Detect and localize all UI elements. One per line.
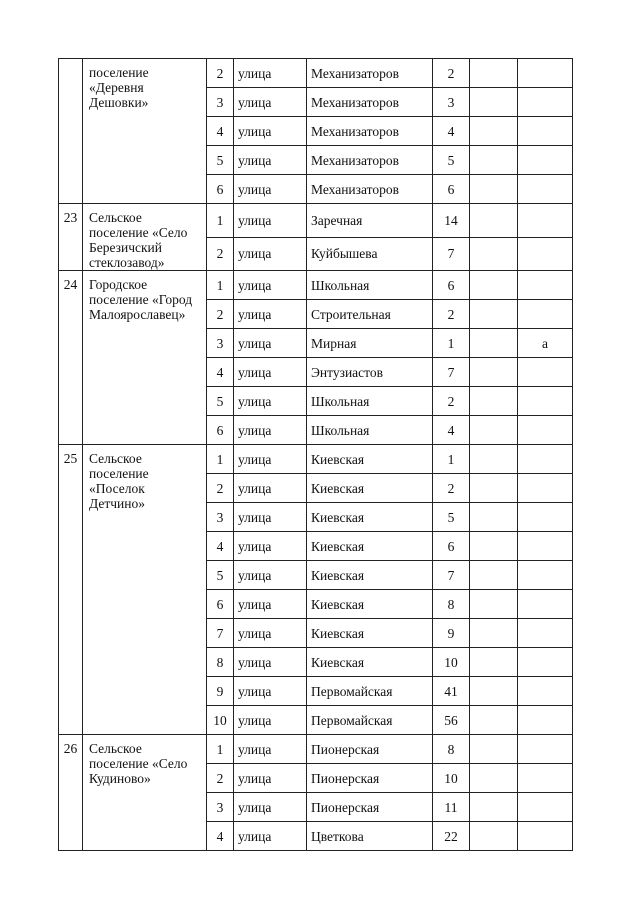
- group-number: [62, 59, 79, 65]
- empty-cell: [470, 204, 518, 238]
- house-letter: [518, 237, 573, 271]
- house-number: 1: [433, 445, 470, 474]
- settlement-name: Городское поселение «Город Малоярославец»: [89, 277, 193, 322]
- street-name: Механизаторов: [307, 59, 433, 88]
- table-row: [59, 271, 573, 300]
- empty-cell: [470, 677, 518, 706]
- row-index: 3: [207, 88, 234, 117]
- house-letter: [518, 735, 573, 764]
- street-type: улица: [234, 561, 307, 590]
- empty-cell: [470, 503, 518, 532]
- house-number: 6: [433, 175, 470, 204]
- house-letter: [518, 204, 573, 238]
- street-name: Куйбышева: [307, 237, 433, 271]
- settlement-cell: [83, 59, 207, 204]
- street-name: Мирная: [307, 329, 433, 358]
- street-type: улица: [234, 117, 307, 146]
- street-type: улица: [234, 793, 307, 822]
- house-letter: [518, 793, 573, 822]
- empty-cell: [470, 237, 518, 271]
- street-name: Киевская: [307, 648, 433, 677]
- empty-cell: [470, 146, 518, 175]
- row-index: 2: [207, 59, 234, 88]
- empty-cell: [470, 735, 518, 764]
- empty-cell: [470, 764, 518, 793]
- house-letter: [518, 358, 573, 387]
- house-letter: [518, 590, 573, 619]
- street-type: улица: [234, 619, 307, 648]
- house-number: 56: [433, 706, 470, 735]
- house-letter: [518, 764, 573, 793]
- house-letter: [518, 271, 573, 300]
- group-number: 25: [63, 451, 78, 466]
- house-number: 2: [433, 387, 470, 416]
- street-name: Механизаторов: [307, 117, 433, 146]
- empty-cell: [470, 329, 518, 358]
- house-number: 8: [433, 735, 470, 764]
- street-type: улица: [234, 677, 307, 706]
- house-letter: [518, 619, 573, 648]
- settlement-name: Сельское поселение «Село Кудиново»: [89, 741, 188, 786]
- row-index: 5: [207, 146, 234, 175]
- house-letter: [518, 146, 573, 175]
- street-type: улица: [234, 532, 307, 561]
- row-index: 3: [207, 329, 234, 358]
- street-type: улица: [234, 175, 307, 204]
- street-name: Пионерская: [307, 735, 433, 764]
- street-type: улица: [234, 822, 307, 851]
- street-name: Киевская: [307, 474, 433, 503]
- row-index: 2: [207, 237, 234, 271]
- street-name: Цветкова: [307, 822, 433, 851]
- house-number: 3: [433, 88, 470, 117]
- empty-cell: [470, 271, 518, 300]
- house-letter: [518, 175, 573, 204]
- row-index: 1: [207, 271, 234, 300]
- street-type: улица: [234, 88, 307, 117]
- house-letter: [518, 503, 573, 532]
- house-number: 8: [433, 590, 470, 619]
- street-type: улица: [234, 300, 307, 329]
- street-name: Пионерская: [307, 764, 433, 793]
- house-letter: [518, 822, 573, 851]
- street-name: Пионерская: [307, 793, 433, 822]
- row-index: 6: [207, 590, 234, 619]
- house-letter: [518, 474, 573, 503]
- row-index: 1: [207, 735, 234, 764]
- empty-cell: [470, 532, 518, 561]
- house-letter: [518, 387, 573, 416]
- settlement-cell: [83, 271, 207, 445]
- street-name: Механизаторов: [307, 175, 433, 204]
- row-index: 1: [207, 445, 234, 474]
- house-letter: [518, 300, 573, 329]
- settlement-cell: [83, 204, 207, 271]
- street-name: Первомайская: [307, 706, 433, 735]
- empty-cell: [470, 445, 518, 474]
- group-number: 24: [63, 277, 78, 292]
- street-type: улица: [234, 329, 307, 358]
- house-number: 9: [433, 619, 470, 648]
- street-type: улица: [234, 59, 307, 88]
- group-number-cell: [59, 271, 83, 445]
- house-number: 2: [433, 300, 470, 329]
- empty-cell: [470, 590, 518, 619]
- row-index: 5: [207, 561, 234, 590]
- row-index: 4: [207, 117, 234, 146]
- table-row: [59, 59, 573, 88]
- row-index: 2: [207, 474, 234, 503]
- empty-cell: [470, 117, 518, 146]
- empty-cell: [470, 300, 518, 329]
- settlement-name: поселение «Деревня Дешовки»: [89, 65, 149, 110]
- house-number: 10: [433, 764, 470, 793]
- house-number: 6: [433, 532, 470, 561]
- group-number: 23: [63, 210, 78, 225]
- row-index: 1: [207, 204, 234, 238]
- empty-cell: [470, 387, 518, 416]
- empty-cell: [470, 619, 518, 648]
- house-number: 6: [433, 271, 470, 300]
- house-letter: [518, 532, 573, 561]
- settlement-cell: [83, 445, 207, 735]
- house-letter: [518, 59, 573, 88]
- house-letter: [518, 677, 573, 706]
- street-type: улица: [234, 503, 307, 532]
- street-type: улица: [234, 204, 307, 238]
- row-index: 3: [207, 503, 234, 532]
- house-number: 2: [433, 59, 470, 88]
- group-number-cell: [59, 204, 83, 271]
- group-number-cell: [59, 59, 83, 204]
- street-name: Киевская: [307, 561, 433, 590]
- house-number: 11: [433, 793, 470, 822]
- house-number: 7: [433, 358, 470, 387]
- empty-cell: [470, 648, 518, 677]
- empty-cell: [470, 561, 518, 590]
- row-index: 2: [207, 764, 234, 793]
- street-type: улица: [234, 237, 307, 271]
- street-type: улица: [234, 706, 307, 735]
- settlement-name: Сельское поселение «Поселок Детчино»: [89, 451, 149, 511]
- house-letter: [518, 416, 573, 445]
- empty-cell: [470, 416, 518, 445]
- street-name: Школьная: [307, 416, 433, 445]
- house-letter: [518, 117, 573, 146]
- row-index: 4: [207, 532, 234, 561]
- group-number-cell: [59, 735, 83, 851]
- group-number-cell: [59, 445, 83, 735]
- street-type: улица: [234, 590, 307, 619]
- row-index: 7: [207, 619, 234, 648]
- table-row: [59, 204, 573, 238]
- street-type: улица: [234, 735, 307, 764]
- house-number: 22: [433, 822, 470, 851]
- settlement-name: Сельское поселение «Село Березичский стеклозавод»: [89, 210, 188, 270]
- house-number: 5: [433, 146, 470, 175]
- empty-cell: [470, 474, 518, 503]
- street-name: Киевская: [307, 445, 433, 474]
- empty-cell: [470, 358, 518, 387]
- table-row: [59, 445, 573, 474]
- street-name: Киевская: [307, 532, 433, 561]
- street-name: Первомайская: [307, 677, 433, 706]
- street-name: Механизаторов: [307, 146, 433, 175]
- street-name: Киевская: [307, 590, 433, 619]
- street-name: Строительная: [307, 300, 433, 329]
- street-name: Энтузиастов: [307, 358, 433, 387]
- street-type: улица: [234, 648, 307, 677]
- row-index: 9: [207, 677, 234, 706]
- row-index: 5: [207, 387, 234, 416]
- settlement-cell: [83, 735, 207, 851]
- table-row: [59, 735, 573, 764]
- street-type: улица: [234, 416, 307, 445]
- row-index: 10: [207, 706, 234, 735]
- street-name: Киевская: [307, 619, 433, 648]
- house-number: 4: [433, 416, 470, 445]
- row-index: 4: [207, 822, 234, 851]
- house-letter: [518, 648, 573, 677]
- street-name: Киевская: [307, 503, 433, 532]
- street-type: улица: [234, 271, 307, 300]
- street-name: Механизаторов: [307, 88, 433, 117]
- row-index: 3: [207, 793, 234, 822]
- house-number: 14: [433, 204, 470, 238]
- house-number: 10: [433, 648, 470, 677]
- house-number: 41: [433, 677, 470, 706]
- street-type: улица: [234, 445, 307, 474]
- row-index: 6: [207, 416, 234, 445]
- house-number: 7: [433, 237, 470, 271]
- empty-cell: [470, 706, 518, 735]
- house-letter: [518, 445, 573, 474]
- house-number: 5: [433, 503, 470, 532]
- house-number: 4: [433, 117, 470, 146]
- row-index: 6: [207, 175, 234, 204]
- address-table: [58, 58, 573, 851]
- street-type: улица: [234, 358, 307, 387]
- row-index: 8: [207, 648, 234, 677]
- group-number: 26: [63, 741, 78, 756]
- empty-cell: [470, 822, 518, 851]
- empty-cell: [470, 59, 518, 88]
- house-letter: [518, 88, 573, 117]
- empty-cell: [470, 175, 518, 204]
- street-name: Школьная: [307, 271, 433, 300]
- street-type: улица: [234, 474, 307, 503]
- house-letter: [518, 561, 573, 590]
- street-name: Заречная: [307, 204, 433, 238]
- street-name: Школьная: [307, 387, 433, 416]
- street-type: улица: [234, 146, 307, 175]
- house-letter: [518, 706, 573, 735]
- house-number: 1: [433, 329, 470, 358]
- row-index: 4: [207, 358, 234, 387]
- street-type: улица: [234, 764, 307, 793]
- house-number: 2: [433, 474, 470, 503]
- house-letter: а: [518, 329, 573, 358]
- empty-cell: [470, 88, 518, 117]
- street-type: улица: [234, 387, 307, 416]
- row-index: 2: [207, 300, 234, 329]
- house-number: 7: [433, 561, 470, 590]
- empty-cell: [470, 793, 518, 822]
